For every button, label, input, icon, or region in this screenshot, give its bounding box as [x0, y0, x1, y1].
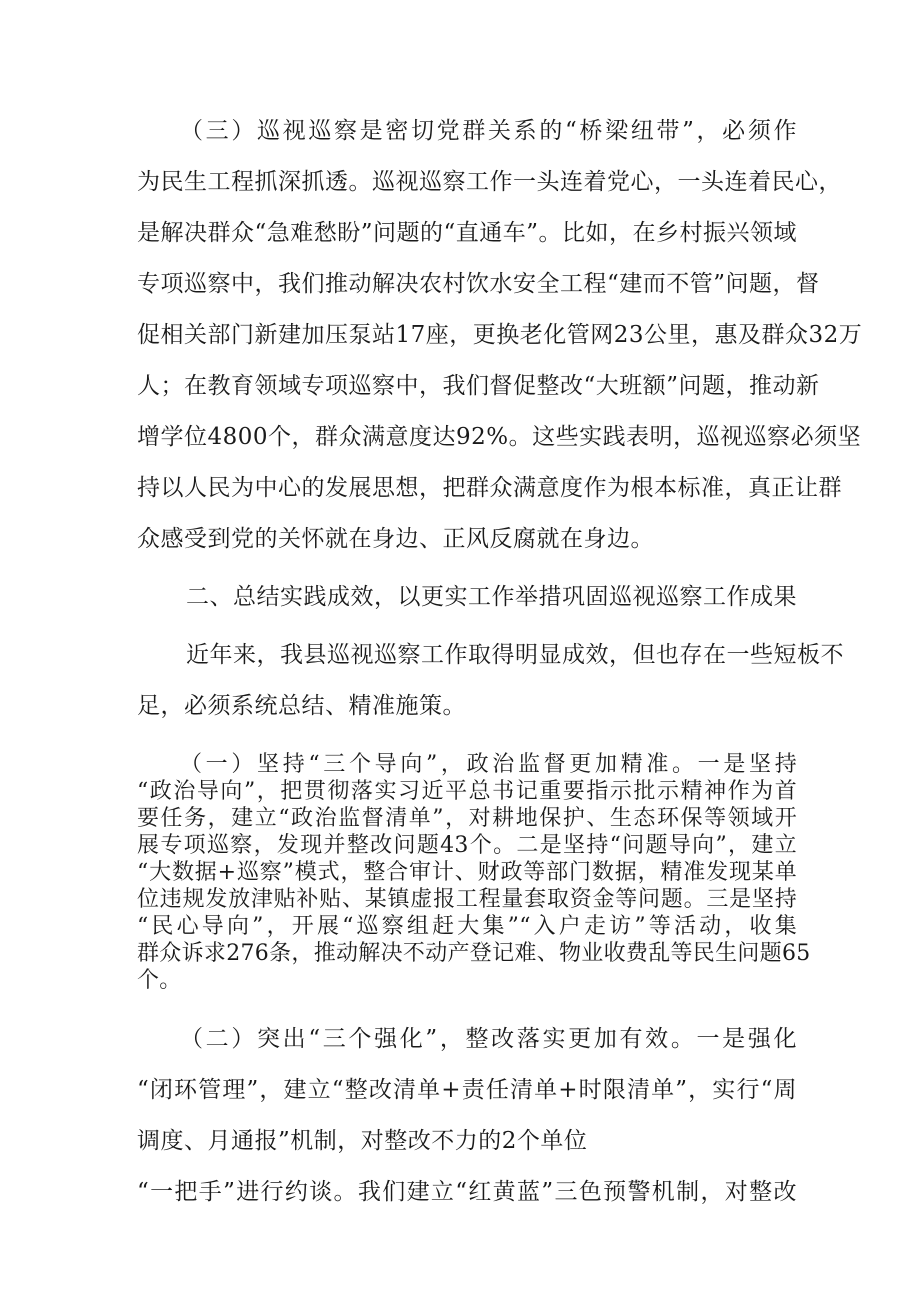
- section-three-line-9: 众感受到党的关怀就在身边、正风反腐就在身边。: [137, 526, 654, 552]
- sub-one-line-3: 要任务，建立“政治监督清单”，对耕地保护、生态环保等领域开: [137, 806, 797, 831]
- section-three-line-4: 专项巡察中，我们推动解决农村饮水安全工程“建而不管”问题，督: [137, 271, 820, 297]
- sub-one-line-8: 群众诉求276条，推动解决不动产登记难、物业收费乱等民生问题65: [137, 941, 811, 966]
- sub-two-line-4: “一把手”进行约谈。我们建立“红黄蓝”三色预警机制，对整改: [137, 1179, 797, 1205]
- heading-two: 二、总结实践成效，以更实工作举措巩固巡视巡察工作成果: [186, 584, 797, 610]
- sub-one-line-7: “民心导向”，开展“巡察组赶大集”“入户走访”等活动，收集: [137, 914, 797, 939]
- sub-one-line-5: “大数据+巡察”模式，整合审计、财政等部门数据，精准发现某单: [137, 860, 797, 885]
- section-three-line-6: 人；在教育领域专项巡察中，我们督促整改“大班额”问题，推动新: [137, 373, 820, 399]
- section-three-line-3: 是解决群众“急难愁盼”问题的“直通车”。比如，在乡村振兴领域: [137, 220, 798, 246]
- intro-line-1: 近年来，我县巡视巡察工作取得明显成效，但也存在一些短板不: [186, 642, 844, 668]
- sub-one-line-1: （一）坚持“三个导向”，政治监督更加精准。一是坚持: [180, 752, 797, 777]
- sub-one-line-4: 展专项巡察，发现并整改问题43个。二是坚持“问题导向”，建立: [137, 833, 797, 858]
- sub-two-line-2: “闭环管理”，建立“整改清单+责任清单+时限清单”，实行“周: [137, 1077, 797, 1103]
- intro-line-2: 足，必须系统总结、精准施策。: [137, 693, 466, 719]
- sub-one-line-6: 位违规发放津贴补贴、某镇虚报工程量套取资金等问题。三是坚持: [137, 887, 797, 912]
- section-three-line-2: 为民生工程抓深抓透。巡视巡察工作一头连着党心，一头连着民心，: [137, 169, 842, 195]
- sub-one-line-9: 个。: [137, 968, 182, 993]
- sub-two-line-3: 调度、月通报”机制，对整改不力的2个单位: [137, 1128, 588, 1154]
- section-three-line-7: 增学位4800个，群众满意度达92%。这些实践表明，巡视巡察必须坚: [137, 424, 862, 450]
- sub-one-line-2: “政治导向”，把贯彻落实习近平总书记重要指示批示精神作为首: [137, 779, 797, 804]
- section-three-line-1: （三）巡视巡察是密切党群关系的“桥梁纽带”，必须作: [180, 118, 797, 144]
- section-three-line-5: 促相关部门新建加压泵站17座，更换老化管网23公里，惠及群众32万: [137, 322, 863, 348]
- section-three-line-8: 持以人民为中心的发展思想，把群众满意度作为根本标准，真正让群: [137, 475, 842, 501]
- sub-two-line-1: （二）突出“三个强化”，整改落实更加有效。一是强化: [180, 1026, 797, 1052]
